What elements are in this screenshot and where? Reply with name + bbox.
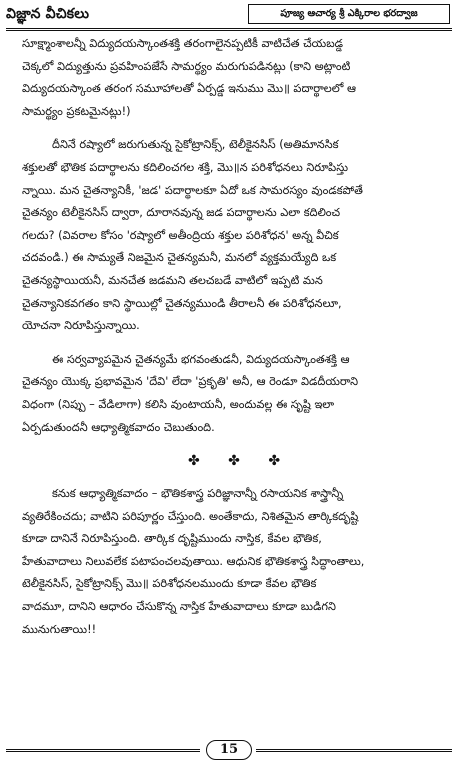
footer-rule: [256, 749, 452, 752]
text-line: కనుక ఆధ్యాత్మికవాదం – భౌతికశాస్త్ర పరిజ్ఞానాన్నీ రసాయనిక శాస్త్రాన్నీ: [52, 487, 344, 501]
paragraph: [22, 483, 446, 641]
text-line: సామర్థ్యం ప్రకటమైనట్లు!): [22, 104, 131, 118]
text-line: చెక్కలో విద్యుత్తును ప్రవహింపజేసే సామర్థ్యం మరుగుపడినట్లు (కాని అట్లాంటి: [22, 59, 351, 73]
text-line: చైతన్యం యొక్క ప్రభావమైన 'దేవి' లేదా 'ప్రకృతి' అనీ, ఆ రెండూ విడదీయరాని: [22, 375, 359, 389]
section-divider: ✤ ✤ ✤: [187, 453, 293, 470]
page-footer: [6, 740, 452, 762]
text-line: వాదమూ, దానిని ఆధారం చేసుకొన్న నాస్తిక హేతువాదాలు కూడా బుడిగని: [22, 600, 336, 614]
text-line: శక్తులతో భౌతిక పదార్థాలను కదిలించగల శక్తి, మొ॥న పరిశోధనలు నిరూపిస్తు: [22, 160, 349, 174]
author-name-box: పూజ్య ఆచార్య శ్రీ ఎక్కిరాల భరద్వాజ: [248, 4, 450, 24]
text-line: గలదు? (వివరాల కోసం 'రష్యాలో అతీంద్రియ శక్తుల పరిశోధన' అన్న వీచిక: [22, 228, 339, 242]
text-line: దీనినే రష్యాలో జరుగుతున్న సైకోట్రానిక్స్, టెలీకైనసిస్ (అతిమానసిక: [52, 138, 339, 152]
text-line: మునుగుతాయి!!: [22, 622, 97, 636]
paragraph: [22, 134, 446, 337]
text-line: హేతువాదాలు నిలువలేక పటాపంచలవుతాయి. ఆధునిక భౌతికశాస్త్ర సిద్ధాంతాలు,: [22, 554, 365, 568]
header-divider: [6, 28, 452, 31]
text-line: ఈ సర్వవ్యాపమైన చైతన్యమే భగవంతుడనీ, విద్యుదయస్కాంతశక్తి ఆ: [52, 352, 350, 366]
text-line: చైతన్యస్థాయియనీ, మనచేత జడమని తలచబడే వాటిలో ఇప్పటి మన: [22, 273, 323, 287]
paragraph: [22, 349, 446, 439]
page-header: [6, 4, 452, 28]
text-line: సూక్ష్మాంశాలన్నీ విద్యుదయస్కాంతశక్తి తరంగాలైనప్పటికీ వాటిచేత చేయబడ్డ: [22, 37, 344, 50]
text-line: విద్యుదయస్కాంత తరంగ సమూహాలతో ఏర్పడ్డ ఇనుము మొ॥ పదార్థాలలో ఆ: [22, 82, 357, 96]
text-line: న్నాయి. మన చైతన్యానికీ, 'జడ' పదార్థాలకూ ఏదో ఒక సామరస్యం వుండకపోతే: [22, 183, 363, 197]
text-line: యోచనా నిరూపిస్తున్నాయి.: [22, 319, 140, 333]
footer-rule: [6, 749, 200, 752]
text-line: చైతన్యం టెలీకైనసిస్ ద్వారా, దూరానవున్న జడ పదార్థాలను ఎలా కదిలించ: [22, 206, 341, 220]
text-line: కూడా దానినే నిరూపిస్తుంది. తార్కిక దృష్టిముందు నాస్తిక, కేవల భౌతిక,: [22, 532, 322, 546]
paragraph: [22, 33, 446, 123]
text-line: విధంగా (నిప్పు – వేడిలాగా) కలిసి వుంటాయనీ, అందువల్ల ఈ సృష్టి ఇలా: [22, 397, 335, 411]
page-number: 15: [206, 740, 252, 760]
text-line: ఏర్పడుతుందనీ ఆధ్యాత్మికవాదం చెబుతుంది.: [22, 420, 215, 434]
book-title: విజ్ఞాన వీచికలు: [6, 6, 90, 22]
text-line: చదవండి.) ఈ సామ్యతే నిజమైన చైతన్యమనీ, మనలో వ్యక్తమయ్యేది ఒక: [22, 251, 337, 265]
page-body: [22, 33, 446, 641]
text-line: చైతన్యానికవగతం కాని స్థాయిల్లో చైతన్యముండి తీరాలనీ ఈ పరిశోధనలూ,: [22, 296, 342, 310]
text-line: వ్యతిరేకించదు; వాటిని పరిపూర్ణం చేస్తుంది. అంతేకాదు, నిశితమైన తార్కికదృష్టి: [22, 509, 359, 523]
text-line: టెలీకైనసిస్, సైకోట్రానిక్స్ మొ॥ పరిశోధనలముందు కూడా కేవల భౌతిక: [22, 577, 317, 591]
